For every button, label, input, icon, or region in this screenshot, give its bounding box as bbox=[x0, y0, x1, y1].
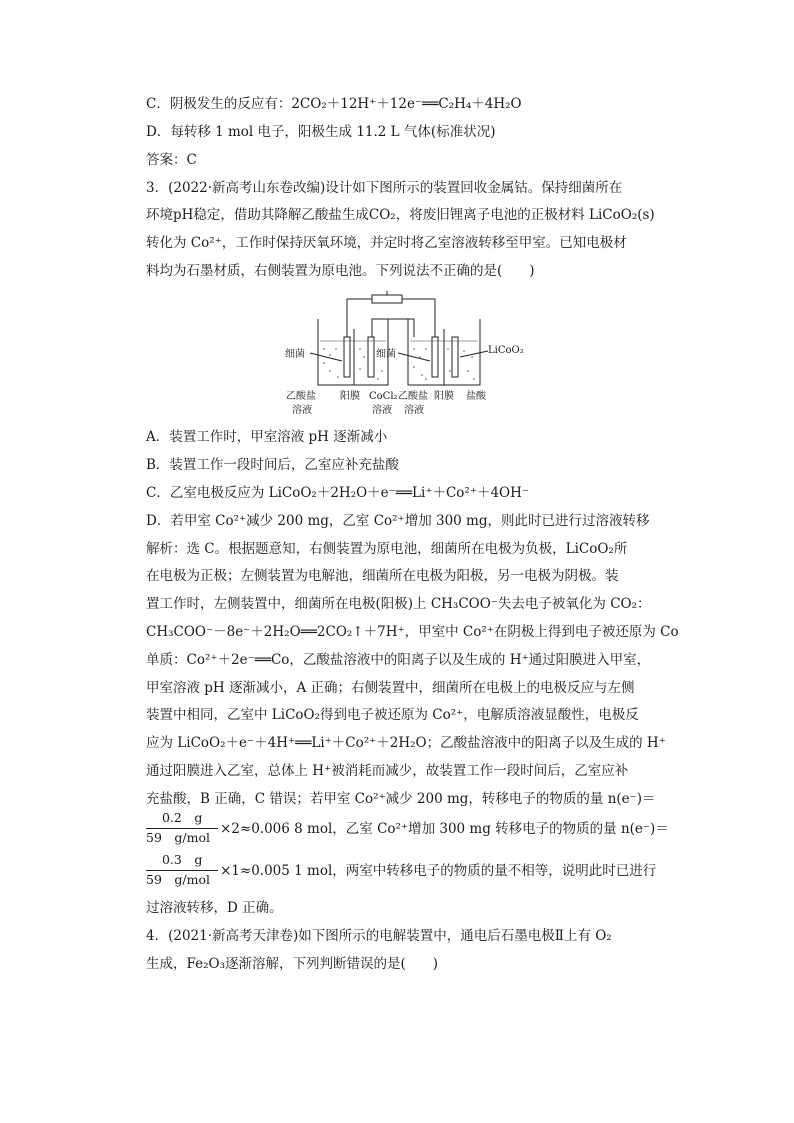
analysis-line-9: 通过阳膜进入乙室，总体上 H⁺被消耗而减少，故装置工作一段时间后，乙室应补 bbox=[146, 763, 629, 779]
label-acetate-left-2: 溶液 bbox=[292, 405, 312, 416]
label-acetate-left-1: 乙酸盐 bbox=[286, 391, 316, 402]
analysis-line-13: 过溶液转移，D 正确。 bbox=[146, 900, 283, 916]
analysis-line-6: 甲室溶液 pH 逐渐减小，A 正确；右侧装置中，细菌所在电极上的电极反应与左侧 bbox=[146, 680, 635, 696]
question-3-line-2: 环境pH稳定，借助其降解乙酸盐生成CO₂，将废旧锂离子电池的正极材料 LiCoO₂(s) bbox=[146, 207, 655, 223]
fraction-1-bar bbox=[146, 828, 218, 829]
option-b: B．装置工作一段时间后，乙室应补充盐酸 bbox=[146, 457, 399, 473]
analysis-line-12: ×1≈0.005 1 mol，两室中转移电子的物质的量不相等，说明此时已进行 bbox=[220, 863, 657, 879]
analysis-line-1: 解析：选 C。根据题意知，右侧装置为原电池，细菌所在电极为负极，LiCoO₂所 bbox=[146, 541, 628, 557]
question-4-line-1: 4．(2021·新高考天津卷)如下图所示的电解装置中，通电后石墨电极Ⅱ上有 O₂ bbox=[146, 928, 612, 944]
fraction-1-denominator: 59 g/mol bbox=[146, 830, 210, 845]
left-anode bbox=[344, 337, 350, 377]
right-cathode bbox=[452, 337, 458, 377]
analysis-line-7: 装置中相同，乙室中 LiCoO₂得到电子被还原为 Co²⁺，电解质溶液显酸性，电极反 bbox=[146, 707, 639, 723]
right-anode bbox=[432, 337, 438, 377]
circuit-wire bbox=[347, 299, 435, 337]
analysis-line-11: ×2≈0.006 8 mol，乙室 Co²⁺增加 300 mg 转移电子的物质的量 n(e⁻)＝ bbox=[220, 821, 669, 837]
analysis-line-3: 置工作时，左侧装置中，细菌所在电极(阳极)上 CH₃COO⁻失去电子被氧化为 CO₂： bbox=[146, 596, 651, 612]
label-membrane-right: 阳膜 bbox=[434, 391, 454, 402]
label-hcl: 盐酸 bbox=[466, 391, 486, 402]
fraction-2-bar bbox=[146, 870, 218, 871]
label-bacteria-left: 细菌 bbox=[285, 349, 305, 360]
question-3-line-4: 料均为石墨材质，右侧装置为原电池。下列说法不正确的是( ) bbox=[146, 263, 535, 279]
analysis-line-2: 在电极为正极；左侧装置为电解池，细菌所在电极为阳极，另一电极为阴极。装 bbox=[146, 568, 619, 584]
label-licoo2: LiCoO₂ bbox=[488, 345, 524, 356]
option-d-prev: D．每转移 1 mol 电子，阳极生成 11.2 L 气体(标准状况) bbox=[146, 124, 496, 140]
label-membrane-left: 阳膜 bbox=[340, 391, 360, 402]
answer-prev: 答案：C bbox=[146, 152, 197, 168]
analysis-line-10: 充盐酸，B 正确，C 错误；若甲室 Co²⁺减少 200 mg，转移电子的物质的量 n(e⁻)＝ bbox=[146, 791, 656, 807]
fraction-2-denominator: 59 g/mol bbox=[146, 872, 210, 887]
option-d: D．若甲室 Co²⁺减少 200 mg，乙室 Co²⁺增加 300 mg，则此时已进行过溶液转移 bbox=[146, 513, 650, 529]
label-acetate-right-2: 溶液 bbox=[404, 405, 424, 416]
label-acetate-right-1: 乙酸盐 bbox=[398, 391, 428, 402]
analysis-line-5: 单质：Co²⁺＋2e⁻══Co，乙酸盐溶液中的阳离子以及生成的 H⁺通过阳膜进入甲室， bbox=[146, 652, 651, 668]
label-cocl2-2: 溶液 bbox=[372, 405, 392, 416]
question-3-line-1: 3．(2022·新高考山东卷改编)设计如下图所示的装置回收金属钴。保持细菌所在 bbox=[146, 180, 623, 196]
analysis-line-8: 应为 LiCoO₂＋e⁻＋4H⁺══Li⁺＋Co²⁺＋2H₂O；乙酸盐溶液中的阳离子以及生成的 H⁺ bbox=[146, 735, 666, 751]
resistor bbox=[372, 295, 402, 303]
apparatus-figure bbox=[280, 291, 524, 421]
option-c-prev: C．阴极发生的反应有：2CO₂＋12H⁺＋12e⁻══C₂H₄＋4H₂O bbox=[146, 96, 522, 112]
analysis-line-4: CH₃COO⁻－8e⁻＋2H₂O══2CO₂↑＋7H⁺，甲室中 Co²⁺在阴极上得到电子被还原为 Co bbox=[146, 624, 679, 640]
question-3-line-3: 转化为 Co²⁺，工作时保持厌氧环境，并定时将乙室溶液转移至甲室。已知电极材 bbox=[146, 235, 627, 251]
fraction-2-numerator: 0.3 g bbox=[162, 852, 203, 867]
question-4-line-2: 生成，Fe₂O₃逐渐溶解，下列判断错误的是( ) bbox=[146, 956, 439, 972]
left-cathode bbox=[368, 337, 374, 377]
label-bacteria-right: 细菌 bbox=[376, 349, 396, 360]
fraction-1-numerator: 0.2 g bbox=[162, 810, 203, 825]
label-cocl2-1: CoCl₂ bbox=[369, 391, 398, 402]
option-c: C．乙室电极反应为 LiCoO₂＋2H₂O＋e⁻══Li⁺＋Co²⁺＋4OH⁻ bbox=[146, 485, 530, 501]
option-a: A．装置工作时，甲室溶液 pH 逐渐减小 bbox=[146, 429, 388, 445]
